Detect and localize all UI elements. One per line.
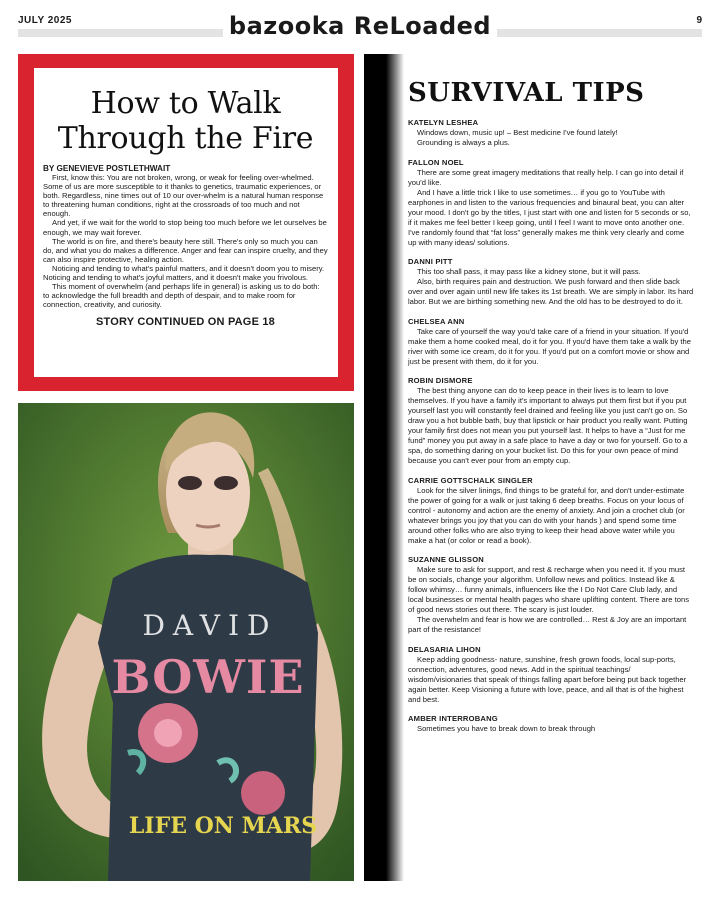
tip-paragraph: The overwhelm and fear is how we are controlled… Rest & Joy are an important part of the resistance! xyxy=(408,615,687,634)
portrait-illustration xyxy=(18,403,354,881)
page-number: 9 xyxy=(696,15,702,26)
shirt-text-mid: BOWIE xyxy=(111,650,305,704)
tip-paragraph: Keep adding goodness- nature, sunshine, fresh grown foods, local sup-ports, connection, adventures, good news. Add in the spiritual teachings/ wisdom/visionaries that speak of things falling apart before being put back together again better. Keep Visioning a future with love, peace, and all that is of the highest and best. xyxy=(408,654,687,704)
tip-author: FALLON NOEL xyxy=(408,157,464,167)
shirt-flower-center xyxy=(154,719,182,747)
tip-author: AMBER INTERROBANG xyxy=(408,714,498,723)
tip-paragraph: Look for the silver linings, find things to be grateful for, and don't under-estimate the power of going for a walk or just taking 6 deep breaths. Focus on your locus of control - autonomy and action are the enemy of anxiety. And join a crochet club (or whatever brings you joy that you can do with your hands ) and spend some time around other folks who are also trying to keep their head above water while you make a hat (or color or read a book). xyxy=(408,485,685,545)
tip-paragraph: There are some great imagery meditations that really help. I can go into detail if you'd like. xyxy=(408,167,684,187)
tip-entry xyxy=(408,476,694,546)
tip-paragraph: And I have a little trick I like to use sometimes… if you go to YouTube with earphones in and listen to the various frequencies and binaural beat, you can alter your mood. I don't go by the titles, I just start with one and listen for 5 seconds or so, if it makes me feel better I keep going, until I feel I want to move onto another one. I've randomly found that “fat loss” generally makes me think very clearly and come up with many ideas/ solutions. xyxy=(408,187,691,247)
tip-entry xyxy=(408,714,694,734)
tip-entry xyxy=(408,645,694,705)
tip-entry xyxy=(408,257,694,307)
tip-entry xyxy=(408,158,694,248)
article-paragraph: And yet, if we wait for the world to stop being too much before we let ourselves be enough, we may wait forever. xyxy=(43,218,327,237)
tip-author: SUZANNE GLISSON xyxy=(408,555,484,564)
tip-author: CHELSEA ANN xyxy=(408,316,465,326)
issue-date: JULY 2025 xyxy=(18,15,72,26)
headline-line-1: How to Walk xyxy=(90,86,281,121)
headline-line-2: Through the Fire xyxy=(57,121,314,156)
tip-entry xyxy=(408,555,694,635)
tip-entry xyxy=(408,317,694,367)
publication-title-text: bazooka ReLoaded xyxy=(223,12,497,40)
tips-title: SURVIVAL TIPS xyxy=(408,78,645,108)
tip-paragraph: Windows down, music up! – Best medicine I've found lately! xyxy=(417,128,618,137)
left-eye xyxy=(178,476,202,490)
survival-tips xyxy=(408,76,694,734)
column-divider xyxy=(364,54,404,881)
tip-author: DELASARIA LIHON xyxy=(408,644,481,654)
tip-author: KATELYN LESHEA xyxy=(408,118,479,127)
tip-paragraph: Grounding is always a plus. xyxy=(417,138,510,147)
story-continued-note: STORY CONTINUED ON PAGE 18 xyxy=(96,316,275,329)
tip-paragraph: This too shall pass, it may pass like a kidney stone, but it will pass. xyxy=(417,267,641,276)
publication-title xyxy=(0,11,720,41)
article-paragraph: The world is on fire, and there's beauty here still. There's only so much you can do, and what you do makes a difference. Anger and fear can inspire cruelty, and they can also inspire protective, healing action. xyxy=(43,236,328,264)
article-box xyxy=(18,54,354,391)
article-headline xyxy=(43,86,328,156)
masthead xyxy=(0,0,720,44)
tip-author: DANNI PITT xyxy=(408,257,453,266)
article-paragraph: This moment of overwhelm (and perhaps life in general) is asking us to do both: to acknowledge the full breadth and depth of despair, and to make room for connection, creativity, and curiosity. xyxy=(43,282,320,310)
tip-author: ROBIN DISMORE xyxy=(408,376,473,385)
tip-entry xyxy=(408,376,694,466)
article-paragraph: Noticing and tending to what's painful matters, and it doesn't doom you to misery. Noticing and tending to what's joyful matters, and it doesn't make you frivolous. xyxy=(43,263,325,283)
article-inner xyxy=(34,68,338,377)
portrait-photo xyxy=(18,403,354,881)
tip-paragraph: Take care of yourself the way you'd take care of a friend in your situation. If you'd make them a home cooked meal, do it for you. If you'd have them take a walk by the river with some ice cream, do it for you. If you'd put on a comfort movie or show and just be present with them, do it for you. xyxy=(408,326,691,366)
tip-paragraph: Also, birth requires pain and destruction. We push forward and then slide back over and over again until new life takes its 1st breath. We are simply in labor. Its hard labor. But we are birthing something new. And the old has to be destroyed to do it. xyxy=(408,277,694,306)
article-paragraph: First, know this: You are not broken, wrong, or weak for feeling over-whelmed. Some of us are more susceptible to it thanks to genetics, traumatic experiences, or both. Regardless, nine times out of 10 our over-whelm is a natural human response to threatening human conditions, right at the crossroads of too much and not enough. xyxy=(43,173,324,219)
tip-paragraph: Make sure to ask for support, and rest & recharge when you need it. If you must be on socials, change your algorithm. Unfollow news and politics. Instead like & follow whimsy… funny animals, influencers like the I Do Not Care Club lady, and local businesses or mental health pages who share uplifting content. There are tons of good news stories out there. The scary is just louder. xyxy=(408,565,689,614)
shirt-text-top: DAVID xyxy=(142,609,278,642)
tip-entry xyxy=(408,118,694,148)
shirt-text-bottom: LIFE ON MARS xyxy=(128,813,318,839)
article-byline: BY GENEVIEVE POSTLETHWAIT xyxy=(43,164,171,173)
right-eye xyxy=(214,476,238,490)
tip-author: CARRIE GOTTSCHALK SINGLER xyxy=(408,475,533,485)
tip-paragraph: Sometimes you have to break down to break through xyxy=(417,724,596,733)
shirt-flower xyxy=(241,771,285,815)
tip-paragraph: The best thing anyone can do to keep peace in their lives is to learn to love themselves. If you have a family it's important to always put them first but if you put yourself last you will constantly feel drained and feeling like you just can't go on. So draw you a hot bubble bath, buy that lipstick or hair product you really want. Putting your family first does not mean you put yourself last. It helps to have a “Just for me fund” money you put away in a safe place to have a day or two for yourself. Go to a spa, do something daring on your bucket list. Do this for your own peace of mind because you can't ever pour from an empty cup. xyxy=(408,386,688,465)
